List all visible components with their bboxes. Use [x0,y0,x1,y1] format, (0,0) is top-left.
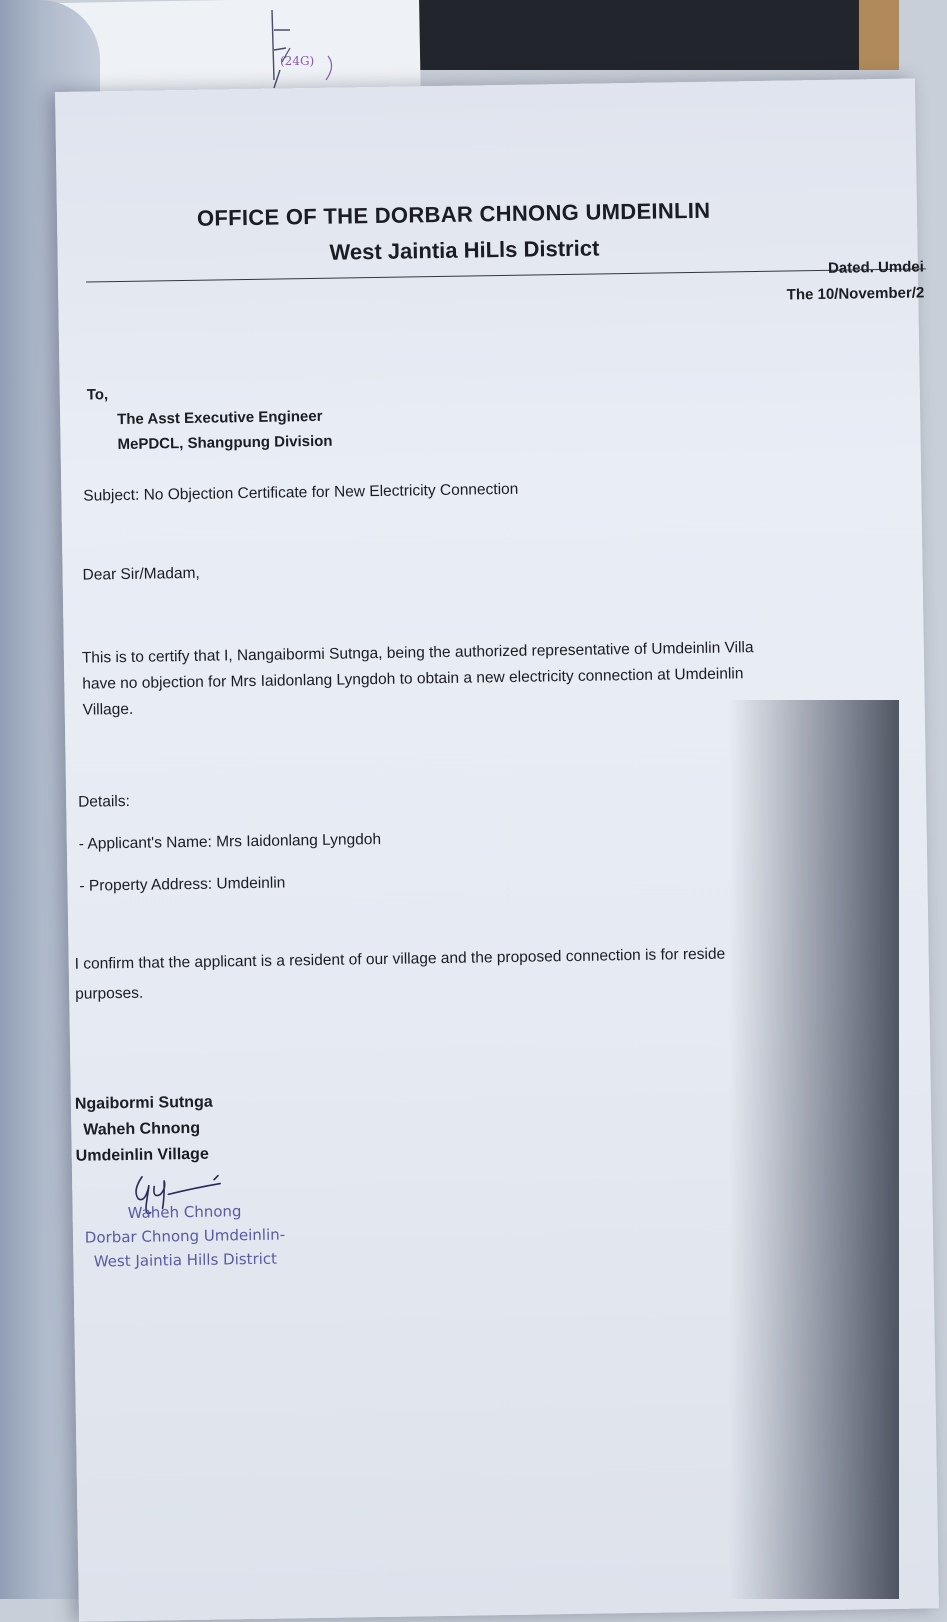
body-line-3: Village. [82,700,134,719]
pen-scribble-icon [268,10,348,90]
confirm-line-1: I confirm that the applicant is a resident of our village and the proposed connection is for reside [74,945,726,973]
to-label: To, [86,386,109,404]
dated-date: The 10/November/2 [786,284,925,304]
dated-place: Dated. Umdei [827,258,924,277]
background-dark-surface [400,0,899,70]
body-line-2: have no objection for Mrs Iaidonlang Lyngdoh to obtain a new electricity connection at Umdeinlin [82,665,744,693]
signatory-block [75,1090,214,1170]
details-applicant: - Applicant's Name: Mrs Iaidonlang Lyngdoh [78,830,382,853]
back-sheet-scribble [268,10,348,90]
official-stamp [64,1198,305,1274]
certification-paragraph [82,633,913,724]
confirmation-paragraph [74,940,725,1010]
stamp-line-1: Waheh Chnong [127,1202,242,1222]
confirm-line-2: purposes. [75,984,144,1003]
signatory-title: Waheh Chnong [83,1119,201,1139]
district-title: West Jaintia HiLls District [329,235,600,265]
background-wood-edge [859,0,899,70]
details-address: - Property Address: Umdeinlin [79,874,286,895]
salutation: Dear Sir/Madam, [82,564,200,584]
addressee-line-2: MePDCL, Shangpung Division [117,432,333,454]
stamp-line-2: Dorbar Chnong Umdeinlin- [84,1225,286,1247]
subject-line: Subject: No Objection Certificate for New Electricity Connection [83,480,519,505]
office-title: OFFICE OF THE DORBAR CHNONG UMDEINLIN [196,197,711,231]
addressee-block [87,379,333,458]
body-line-1: This is to certify that I, Nangaibormi Sutnga, being the authorized representative of Umdeinlin Villa [81,639,754,667]
signatory-village: Umdeinlin Village [75,1145,209,1165]
addressee-line-1: The Asst Executive Engineer [117,407,323,429]
document-page [55,78,939,1621]
details-block [78,777,382,908]
details-heading: Details: [78,792,130,811]
back-note-text: (24G) [280,54,315,68]
signatory-name: Ngaibormi Sutnga [74,1093,213,1113]
stamp-line-3: West Jaintia Hills District [93,1249,278,1271]
date-block [786,254,924,308]
